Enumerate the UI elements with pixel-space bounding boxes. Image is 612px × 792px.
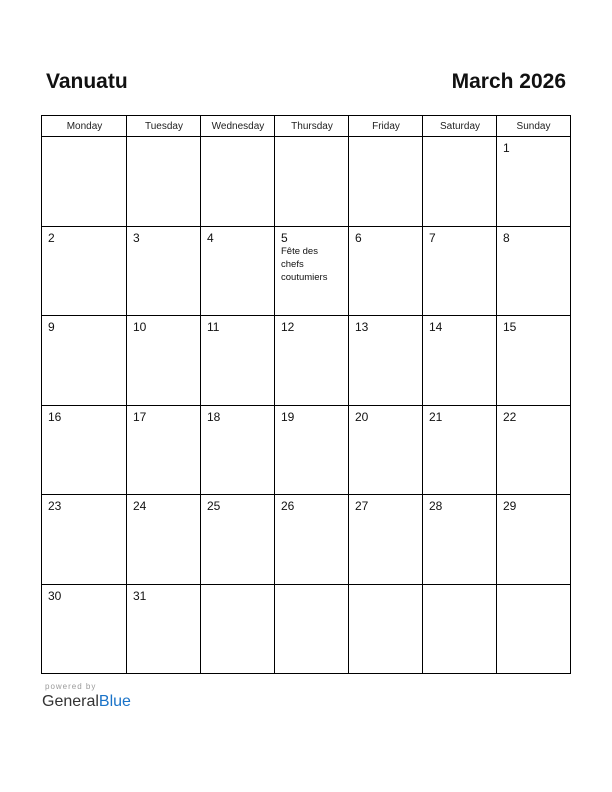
empty-day-cell: [275, 137, 349, 227]
day-cell: [497, 406, 570, 496]
weekday-friday: Friday: [372, 121, 400, 132]
weekday-monday: Monday: [66, 121, 103, 132]
day-cell: [42, 316, 127, 406]
weekday-tuesday: Tuesday: [145, 121, 183, 132]
day-cell: [127, 316, 201, 406]
day-number: 30: [48, 589, 62, 603]
footer: [42, 682, 131, 711]
day-cell: [423, 495, 497, 585]
day-cell: [349, 406, 423, 496]
calendar-header: [46, 70, 566, 100]
day-number: 6: [355, 231, 362, 245]
day-cell: [127, 406, 201, 496]
day-cell: [201, 227, 275, 317]
day-cell: [201, 406, 275, 496]
day-cell: [275, 495, 349, 585]
empty-day-cell: [423, 585, 497, 675]
day-cell: [42, 227, 127, 317]
day-number: 17: [133, 410, 147, 424]
day-cell: [42, 585, 127, 675]
day-number: 11: [207, 320, 220, 334]
day-number: 31: [133, 589, 147, 603]
month-year-title: March 2026: [451, 70, 566, 93]
day-cell: [423, 316, 497, 406]
calendar-grid: [41, 115, 571, 674]
day-number: 4: [207, 231, 214, 245]
day-number: 26: [281, 499, 295, 513]
day-cell: [497, 227, 570, 317]
day-number: 23: [48, 499, 62, 513]
day-cell: [349, 227, 423, 317]
day-number: 14: [429, 320, 443, 334]
day-cell: [275, 227, 349, 317]
day-cell: [497, 316, 570, 406]
day-number: 18: [207, 410, 221, 424]
day-number: 13: [355, 320, 369, 334]
weekday-wednesday: Wednesday: [211, 121, 265, 132]
day-cell: [127, 227, 201, 317]
empty-day-cell: [497, 585, 570, 675]
day-number: 27: [355, 499, 369, 513]
empty-day-cell: [423, 137, 497, 227]
day-cell: [275, 406, 349, 496]
day-number: 25: [207, 499, 221, 513]
day-number: 12: [281, 320, 295, 334]
day-number: 20: [355, 410, 369, 424]
day-cell: [201, 316, 275, 406]
day-number: 22: [503, 410, 517, 424]
day-number: 10: [133, 320, 147, 334]
day-cell: [349, 495, 423, 585]
empty-day-cell: [349, 585, 423, 675]
day-number: 24: [133, 499, 147, 513]
day-cell: [127, 585, 201, 675]
brand-blue: Blue: [98, 693, 131, 710]
day-number: 2: [48, 231, 55, 245]
day-cell: [42, 495, 127, 585]
day-cell: [127, 495, 201, 585]
day-number: 15: [503, 320, 517, 334]
day-cell: [42, 406, 127, 496]
empty-day-cell: [275, 585, 349, 675]
day-number: 3: [133, 231, 140, 245]
day-number: 1: [503, 141, 510, 155]
empty-day-cell: [42, 137, 127, 227]
day-cell: [201, 495, 275, 585]
day-number: 9: [48, 320, 55, 334]
weekday-saturday: Saturday: [439, 121, 481, 132]
day-cell: [349, 316, 423, 406]
day-number: 19: [281, 410, 295, 424]
day-number: 21: [429, 410, 443, 424]
day-cell: [423, 406, 497, 496]
day-number: 16: [48, 410, 62, 424]
generalblue-logo: [42, 693, 131, 711]
empty-day-cell: [349, 137, 423, 227]
day-cell: [423, 227, 497, 317]
day-number: 5: [281, 231, 288, 245]
weekday-sunday: Sunday: [516, 121, 551, 132]
day-number: 29: [503, 499, 517, 513]
holiday-label: Fête des chefs coutumiers: [281, 246, 328, 283]
day-cell: [497, 137, 570, 227]
weekday-thursday: Thursday: [291, 121, 333, 132]
empty-day-cell: [201, 137, 275, 227]
weekday-header-row: [42, 116, 570, 137]
empty-day-cell: [201, 585, 275, 675]
day-cell: [497, 495, 570, 585]
day-number: 8: [503, 231, 510, 245]
country-title: Vanuatu: [46, 70, 128, 93]
day-number: 7: [429, 231, 436, 245]
empty-day-cell: [127, 137, 201, 227]
day-number: 28: [429, 499, 443, 513]
brand-general: General: [42, 693, 99, 710]
powered-by-text: powered by: [45, 682, 97, 691]
day-cell: [275, 316, 349, 406]
